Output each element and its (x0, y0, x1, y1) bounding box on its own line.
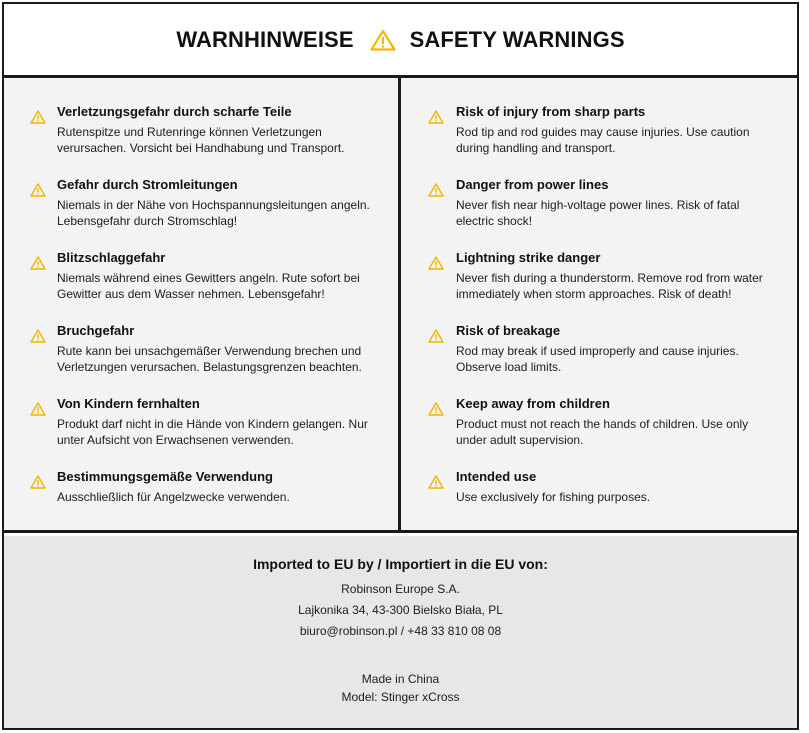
warning-text-line: Use exclusively for fishing purposes. (456, 490, 651, 504)
warning-item (4, 469, 398, 542)
warning-icon (30, 475, 46, 489)
warning-item (401, 323, 797, 396)
warning-text-line: verursachen. Vorsicht bei Handhabung und Transport. (57, 141, 345, 155)
warning-text-line: Verletzungen verursachen. Belastungsgrenzen beachten. (57, 360, 362, 374)
warning-text-line: immediately when storm approaches. Risk of death! (456, 287, 732, 301)
warning-title: Verletzungsgefahr durch scharfe Teile (57, 104, 292, 119)
warnings-german-column (4, 78, 401, 533)
warning-text-line: Rutenspitze und Rutenringe können Verletzungen (57, 125, 322, 139)
warning-icon (428, 475, 444, 489)
warning-title: Bruchgefahr (57, 323, 135, 338)
warning-item (4, 396, 398, 469)
header-title-de: WARNHINWEISE (176, 26, 354, 52)
warning-text-line: Rod tip and rod guides may cause injuries. Use caution (456, 125, 750, 139)
warning-icon (30, 329, 46, 343)
model-text: Model: Stinger xCross (341, 690, 460, 704)
warning-text-line: Rute kann bei unsachgemäßer Verwendung brechen und (57, 344, 362, 358)
header-title-en: SAFETY WARNINGS (409, 26, 625, 52)
warning-text-line: under adult supervision. (456, 433, 584, 447)
warning-item (401, 250, 797, 323)
warning-title: Gefahr durch Stromleitungen (57, 177, 238, 192)
warning-text-line: Ausschließlich für Angelzwecke verwenden. (57, 490, 290, 504)
warning-text-line: Never fish near high-voltage power lines. Risk of fatal (456, 198, 740, 212)
warning-title: Lightning strike danger (456, 250, 601, 265)
warning-text-line: Rod may break if used improperly and cause injuries. (456, 344, 739, 358)
warning-item (4, 250, 398, 323)
warning-text-line: Produkt darf nicht in die Hände von Kindern gelangen. Nur (57, 417, 368, 431)
warning-icon (428, 402, 444, 416)
warning-title: Bestimmungsgemäße Verwendung (57, 469, 273, 484)
importer-contact: biuro@robinson.pl / +48 33 810 08 08 (299, 624, 502, 638)
warning-title: Risk of injury from sharp parts (456, 104, 646, 119)
warning-item (401, 396, 797, 469)
header (4, 4, 797, 78)
warning-icon (30, 402, 46, 416)
warning-title: Von Kindern fernhalten (57, 396, 200, 411)
warning-title: Danger from power lines (456, 177, 609, 192)
warning-item (4, 323, 398, 396)
warning-title: Risk of breakage (456, 323, 561, 338)
importer-company: Robinson Europe S.A. (341, 582, 460, 596)
warning-item (401, 177, 797, 250)
warning-title: Keep away from children (456, 396, 610, 411)
origin-text: Made in China (361, 672, 440, 686)
warning-text-line: during handling and transport. (456, 141, 616, 155)
warnings-english-column (401, 78, 797, 533)
warning-icon (428, 256, 444, 270)
warning-item (4, 177, 398, 250)
importer-heading: Imported to EU by / Importiert in die EU von: (253, 556, 548, 572)
warnings-columns (4, 78, 797, 533)
warning-item (401, 104, 797, 177)
importer-address: Lajkonika 34, 43-300 Bielsko Biała, PL (298, 603, 503, 617)
warning-text-line: Never fish during a thunderstorm. Remove rod from water (456, 271, 763, 285)
warning-title: Intended use (456, 469, 537, 484)
warning-text-line: Observe load limits. (456, 360, 562, 374)
warning-triangle-icon (370, 29, 396, 51)
warning-text-line: unter Aufsicht von Erwachsenen verwenden. (57, 433, 294, 447)
warning-text-line: Niemals während eines Gewitters angeln. Rute sofort bei (57, 271, 360, 285)
warning-icon (30, 183, 46, 197)
warning-text-line: Product must not reach the hands of children. Use only (456, 417, 749, 431)
warning-text-line: electric shock! (456, 214, 533, 228)
warning-text-line: Niemals in der Nähe von Hochspannungsleitungen angeln. (57, 198, 370, 212)
importer-footer (4, 536, 797, 728)
safety-sheet (2, 2, 799, 730)
warning-title: Blitzschlaggefahr (57, 250, 166, 265)
warning-text-line: Gewitter aus dem Wasser nehmen. Lebensgefahr! (57, 287, 325, 301)
warning-icon (30, 256, 46, 270)
warning-icon (428, 329, 444, 343)
warning-icon (428, 110, 444, 124)
warning-icon (428, 183, 444, 197)
warning-icon (30, 110, 46, 124)
warning-item (4, 104, 398, 177)
warning-item (401, 469, 797, 542)
warning-text-line: Lebensgefahr durch Stromschlag! (57, 214, 238, 228)
